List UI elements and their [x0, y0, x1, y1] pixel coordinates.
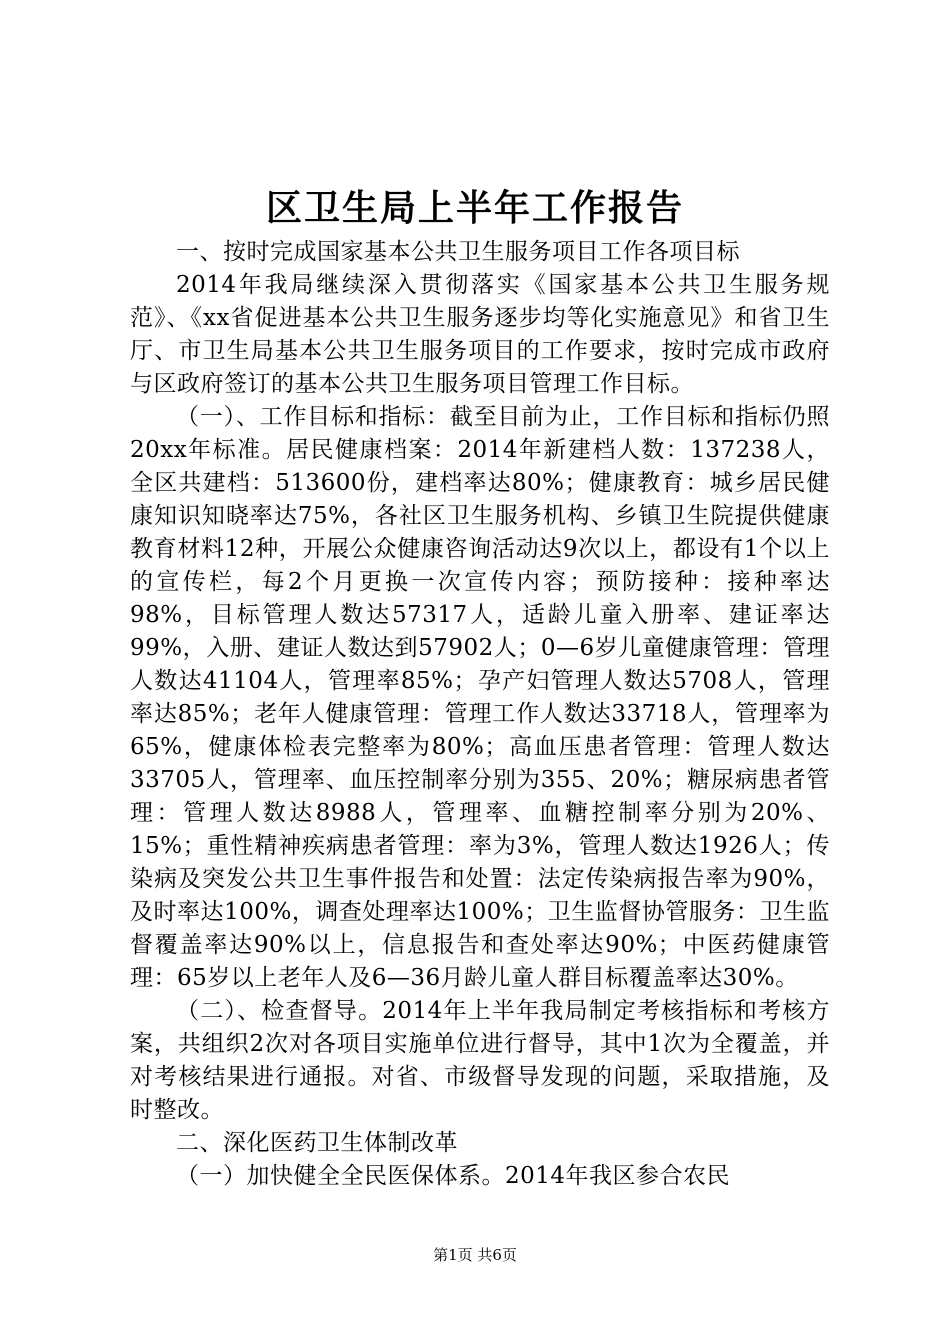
paragraph: 2014年我局继续深入贯彻落实《国家基本公共卫生服务规范》、《xx省促进基本公共卫生服务逐步均等化实施意见》和省卫生厅、市卫生局基本公共卫生服务项目的工作要求，按时完成市政府与区政府签订的基本公共卫生服务项目管理工作目标。 [130, 272, 830, 397]
section-heading: 二、深化医药卫生体制改革 [176, 1130, 458, 1156]
paragraph: （一）、工作目标和指标：截至目前为止，工作目标和指标仍照20xx年标准。居民健康档案：2014年新建档人数：137238人，全区共建档：513600份，建档率达80%；健康教育：城乡居民健康知识知晓率达75%，各社区卫生服务机构、乡镇卫生院提供健康教育材料12种，开展公众健康咨询活动达9次以上，都设有1个以上的宣传栏，每2个月更换一次宣传内容；预防接种：接种率达98%，目标管理人数达57317人，适龄儿童入册率、建证率达99%，入册、建证人数达到57902人；0—6岁儿童健康管理：管理人数达41104人，管理率85%；孕产妇管理人数达5708人，管理率达85%；老年人健康管理：管理工作人数达33718人，管理率为65%，健康体检表完整率为80%；高血压患者管理：管理人数达33705人，管理率、血压控制率分别为355、20%；糖尿病患者管理：管理人数达8988人，管理率、血糖控制率分别为20%、15%；重性精神疾病患者管理：率为3%，管理人数达1926人；传染病及突发公共卫生事件报告和处置：法定传染病报告率为90%，及时率达100%，调查处理率达100%；卫生监督协管服务：卫生监督覆盖率达90%以上，信息报告和查处率达90%；中医药健康管理：65岁以上老年人及6—36月龄儿童人群目标覆盖率达30%。 [130, 404, 830, 991]
document-body [130, 236, 830, 1193]
section-heading: 一、按时完成国家基本公共卫生服务项目工作各项目标 [176, 239, 740, 265]
paragraph: （二）、检查督导。2014年上半年我局制定考核指标和考核方案，共组织2次对各项目实施单位进行督导，其中1次为全覆盖，并对考核结果进行通报。对省、市级督导发现的问题，采取措施，及时整改。 [130, 998, 830, 1123]
paragraph: （一）加快健全全民医保体系。2014年我区参合农民 [176, 1163, 731, 1189]
document-title: 区卫生局上半年工作报告 [265, 187, 684, 229]
page-footer: 第1页 共6页 [433, 1246, 517, 1264]
